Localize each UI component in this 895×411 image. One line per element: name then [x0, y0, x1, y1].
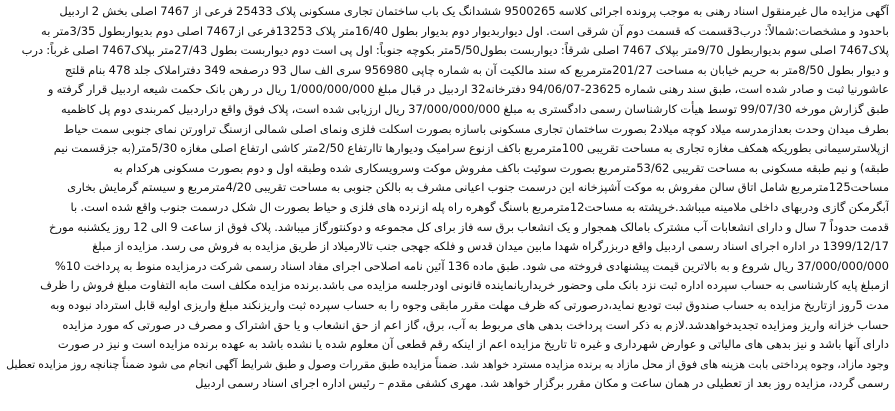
- notice-line: مدت 5روز ازتاریخ مزایده به حساب صندوق ثبت تودیع نماید،درصورتی که ظرف مهلت مقرر مابقی وجوه را به حساب سپرده ثبت واریزنکند مبلغ واریزی اولیه قابل استرداد نبوده وبه: [50, 297, 889, 312]
- notice-line: وجود مازاد، وجوه پرداختی بابت هزینه های فوق از محل مازاد به برنده مزایده مسترد خواهد شد. ضمناً مزایده طبق مقررات وصول و طبق شرایط آگهی انجام می شود ضمناً چنانچه روز مزایده تعطیل: [6, 357, 889, 371]
- notice-line: قدمت حدوداً 7 سال و دارای انشعابات آب مشترک بامالک همجوار و یک انشعاب برق سه فاز برای کل مجموعه و دوکنتورگاز میباشد. پلاک فوق از ساعت 9 الی 12 روز یکشنبه مورخ: [48, 219, 889, 234]
- notice-line: دارای آنها باشد و نیز بدهی های مالیاتی و عوارض شهرداری و غیره تا تاریخ مزایده اعم از اینکه رقم قطعی آن معلوم شده یا نشده باشد به عهده برنده مزایده است و نیز در صورت: [57, 337, 889, 352]
- notice-line: ازپلاسترسیمانی بطوریکه همکف مغازه تجاری به مساحت تقریبی 100مترمربع باکف ازنوع سرامیک ودیوارها تاارتفاع 2/50متر کاشی ارتفاع اصلی مغازه 5/30متر(به جزقسمت نیم: [53, 141, 889, 156]
- notice-line: طبق گزارش مورخه 99/07/30 توسط هیأت کارشناسان رسمی دادگستری به مبلغ 37/000/000/000 ریال ارزیابی شده است، پلاک فوق واقع دراردبیل کمربندی دوم پل کاظمیه: [61, 101, 889, 116]
- notice-line: پلاک7467 اصلی سوم بدیواربطول 9/70متر بپلاک 7467 اصلی شرقاً: دیواربست بطول5/50متر بکوچه جنوباً: اول پی است دوم دیواربست بطول 27/43متر بپلاک7467 اصلی غرباً: درب: [21, 43, 889, 58]
- notice-line: رسمی گردد، مزایده روز بعد از تعطیلی در همان ساعت و مکان مقرر برگزار خواهد شد. مهری کشفی مقدم – رئیس اداره اجرای اسناد رسمی اردبیل: [195, 376, 889, 391]
- notice-line: مساحت125مترمربع شامل اتاق سالن مفروش به موکت آشپزخانه این درسمت جنوب اعیانی مشرف به بالکن جنوبی به مساحت تقریبی 4/20مترمربع و سیستم گرمایش بخاری: [67, 180, 889, 195]
- notice-line: 1399/12/17 در اداره اجرای اسناد رسمی اردبیل واقع دربزرگراه شهدا مابین میدان قدس و فلکه جهجی جنب تالارمیلاد از طریق مزایده به فروش می رسد. مزایده از مبلغ: [92, 239, 889, 254]
- notice-line: آگهی مزایده مال غیرمنقول اسناد رهنی به موجب پرونده اجرائی کلاسه 9500265 ششدانگ یک باب ساختمان تجاری مسکونی پلاک 25433 فرعی از 7467 اصلی بخش 2 اردبیل: [59, 4, 889, 18]
- notice-line: ازمبلغ پایه کارشناسی به حساب سپرده اداره ثبت نزد بانک ملی وحضور خریداریانماینده قانونی اودرجلسه مزایده می باشد.برنده مزایده مکلف است مابه التفاوت مبلغ فروش را ظرف: [40, 278, 889, 293]
- notice-line: باحدود و مشخصات:شمالاً: درب3قسمت که قسمت دوم آن شرقی است. اول دیواربدیوار دوم بدیوار بطول 16/40متر پلاک 13253فرعی از7467 اصلی دوم بدیواربطول 3/35متر به: [41, 23, 889, 38]
- notice-line: آبگرمکن گازی ودربهای داخلی ملامینه میباشد.خرپشته به مساحت12مترمربع باسنگ گوهره راه پله ازنرده های فلزی و حیاط بصورت ال شکل درسمت جنوب واقع شده است. با: [70, 199, 889, 214]
- notice-line: طبقه) و نیم طبقه مسکونی به مساحت تقریبی 53/62مترمربع بصورت سوئیت باکف مفروش موکت وسرویسکاری شده وطبقه اول و دوم بصورت مسکونی هرکدام به: [113, 160, 889, 175]
- notice-line: و دیوار بطول 8/50متر به حریم خیابان به مساحت 201/27مترمربع که سند مالکیت آن به شماره چاپی 956980 سری الف سال 93 درصفحه 349 دفتراملاک جلد 478 بنام قلتج: [64, 62, 889, 77]
- notice-line: عاشورنیا ثبت و صادر شده است، طبق سند رهنی شماره 23625-94/06/07 دفترخانه32 اردبیل در قبال مبلغ 1/000/000/000 ریال در رهن بانک حکمت شیعه اردبیل قرار گرفته و: [47, 82, 889, 97]
- notice-line: 37/000/000/000 ریال شروع و به بالاترین قیمت پیشنهادی فروخته می شود. طبق ماده 136 آئین نامه اصلاحی اجرای مفاد اسناد رسمی شرکت درمزایده منوط به پرداخت 10%: [54, 258, 889, 273]
- notice-line: حساب خزانه واریز ومزایده تجدیدخواهدشد.لازم به ذکر است پرداخت بدهی های مربوط به آب، برق، گاز اعم از حق انشعاب و یا حق اشتراک و مصرف در صورتی که مورد مزایده: [62, 317, 889, 332]
- notice-line: بطرف میدان وحدت بعدازمدرسه میلاد کوچه میلاد2 بصورت ساختمان تجاری مسکونی باسازه بصورت اسکلت فلزی ونمای اصلی شمالی ازسنگ تراورتن نمای جنوبی سمت حیاط: [63, 121, 889, 136]
